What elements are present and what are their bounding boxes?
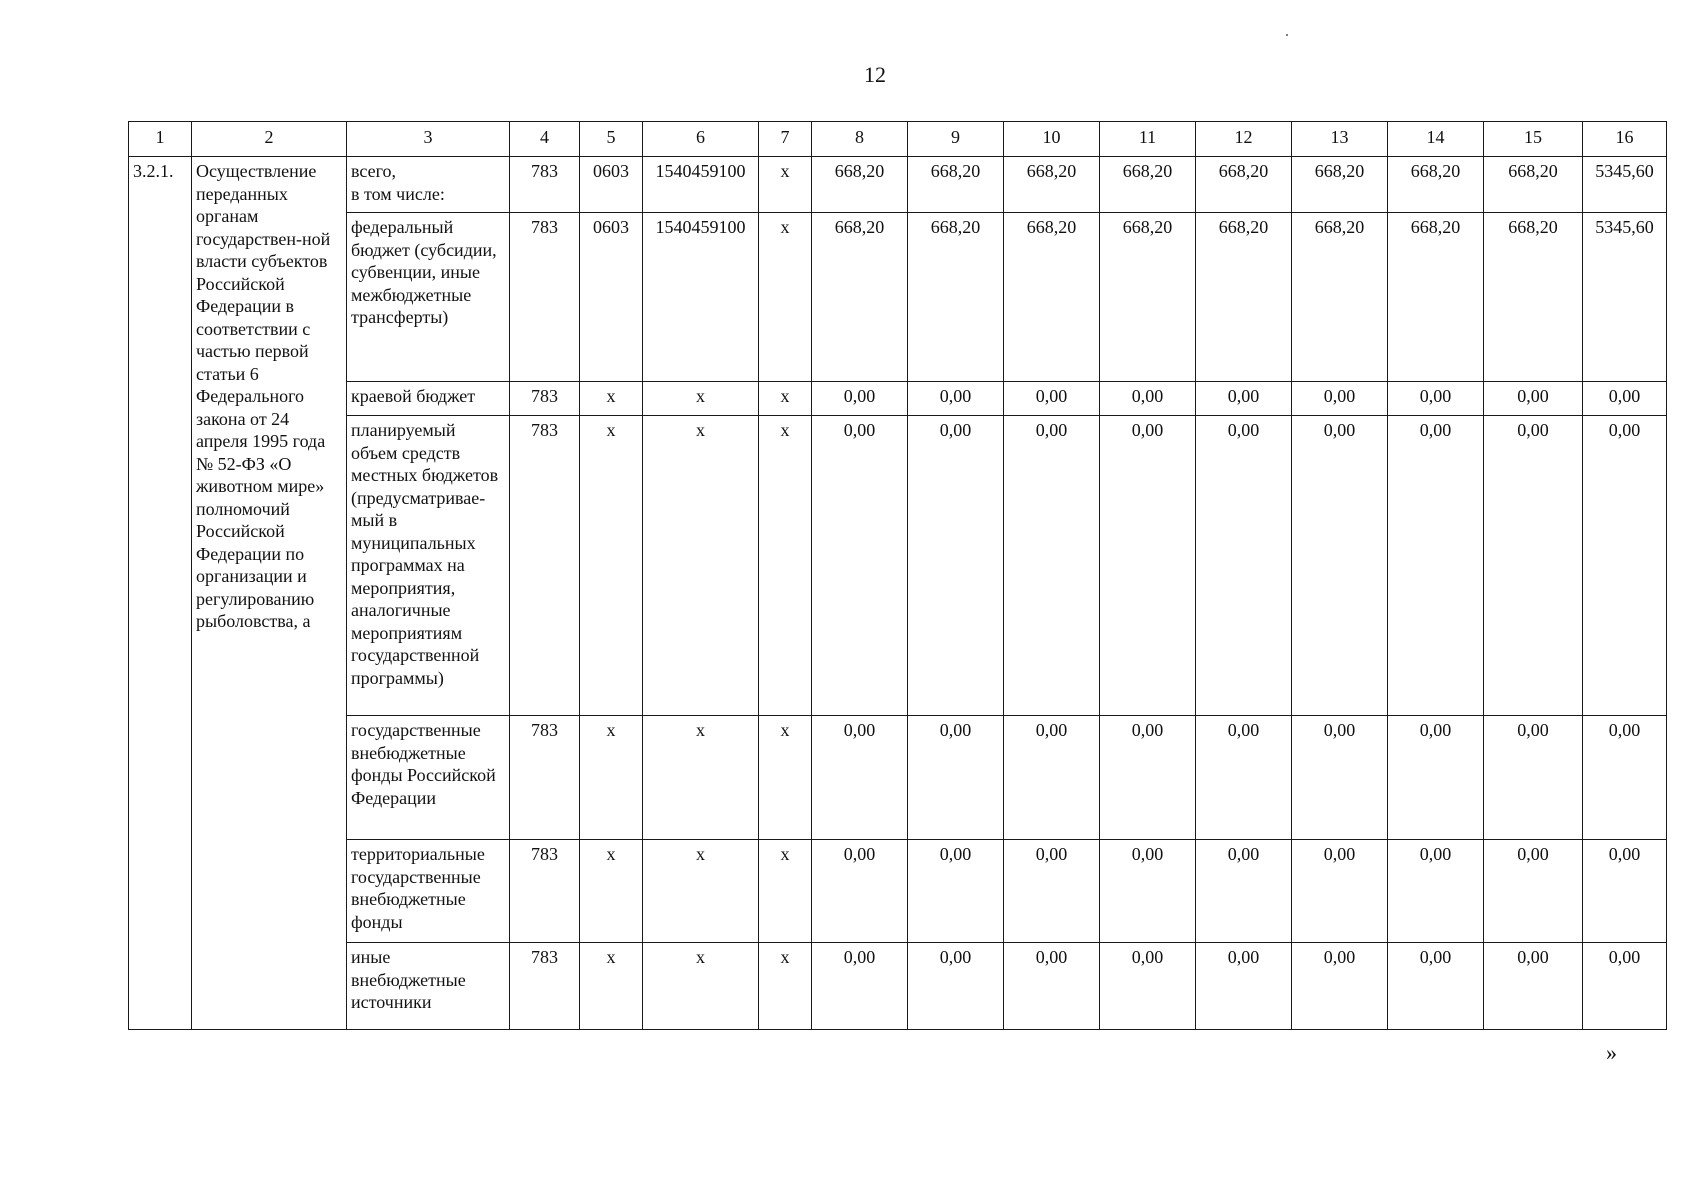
code-c5: x <box>580 840 643 943</box>
item-number: 3.2.1. <box>129 157 192 1030</box>
table-row <box>129 157 1667 213</box>
amount-col-10: 0,00 <box>1004 943 1100 1030</box>
funding-source: всего, в том числе: <box>347 157 510 213</box>
header-col-1: 1 <box>129 122 192 157</box>
amount-col-14: 0,00 <box>1388 716 1484 840</box>
amount-col-16: 0,00 <box>1583 382 1667 416</box>
amount-col-12: 0,00 <box>1196 382 1292 416</box>
amount-col-11: 0,00 <box>1100 716 1196 840</box>
code-c6: x <box>643 943 759 1030</box>
amount-col-15: 0,00 <box>1484 716 1583 840</box>
amount-col-9: 0,00 <box>908 382 1004 416</box>
amount-col-16: 0,00 <box>1583 416 1667 716</box>
code-c4: 783 <box>510 943 580 1030</box>
code-c6: 1540459100 <box>643 213 759 382</box>
budget-table <box>128 121 1667 1030</box>
table-row <box>129 943 1667 1030</box>
code-c5: x <box>580 943 643 1030</box>
amount-col-16: 5345,60 <box>1583 157 1667 213</box>
funding-source: планируемый объем средств местных бюджетов (предусматривае-мый в муниципальных программах на мероприятия, аналогичные мероприятиям государственной программы) <box>347 416 510 716</box>
amount-col-15: 0,00 <box>1484 840 1583 943</box>
funding-source: территориальные государственные внебюджетные фонды <box>347 840 510 943</box>
amount-col-16: 0,00 <box>1583 943 1667 1030</box>
code-c4: 783 <box>510 382 580 416</box>
code-c4: 783 <box>510 157 580 213</box>
funding-source: иные внебюджетные источники <box>347 943 510 1030</box>
amount-col-16: 0,00 <box>1583 716 1667 840</box>
code-c4: 783 <box>510 840 580 943</box>
amount-col-11: 668,20 <box>1100 213 1196 382</box>
code-c4: 783 <box>510 416 580 716</box>
amount-col-8: 0,00 <box>812 840 908 943</box>
funding-source: федеральный бюджет (субсидии, субвенции, иные межбюджетные трансферты) <box>347 213 510 382</box>
amount-col-13: 0,00 <box>1292 840 1388 943</box>
header-col-7: 7 <box>759 122 812 157</box>
amount-col-13: 668,20 <box>1292 213 1388 382</box>
closing-quote: » <box>1606 1040 1617 1065</box>
code-c5: x <box>580 716 643 840</box>
code-c5: x <box>580 416 643 716</box>
code-c7: x <box>759 716 812 840</box>
code-c5: 0603 <box>580 157 643 213</box>
amount-col-12: 668,20 <box>1196 157 1292 213</box>
table-body <box>129 157 1667 1030</box>
amount-col-12: 0,00 <box>1196 943 1292 1030</box>
amount-col-11: 0,00 <box>1100 382 1196 416</box>
amount-col-13: 0,00 <box>1292 716 1388 840</box>
amount-col-12: 668,20 <box>1196 213 1292 382</box>
amount-col-10: 0,00 <box>1004 840 1100 943</box>
amount-col-9: 0,00 <box>908 416 1004 716</box>
amount-col-15: 668,20 <box>1484 213 1583 382</box>
table-row <box>129 840 1667 943</box>
code-c7: x <box>759 382 812 416</box>
amount-col-9: 0,00 <box>908 943 1004 1030</box>
code-c6: x <box>643 716 759 840</box>
funding-source: государственные внебюджетные фонды Российской Федерации <box>347 716 510 840</box>
header-col-11: 11 <box>1100 122 1196 157</box>
amount-col-16: 0,00 <box>1583 840 1667 943</box>
amount-col-8: 0,00 <box>812 382 908 416</box>
amount-col-8: 668,20 <box>812 157 908 213</box>
header-col-15: 15 <box>1484 122 1583 157</box>
code-c5: 0603 <box>580 213 643 382</box>
code-c4: 783 <box>510 213 580 382</box>
code-c7: x <box>759 416 812 716</box>
amount-col-12: 0,00 <box>1196 716 1292 840</box>
amount-col-8: 0,00 <box>812 416 908 716</box>
code-c5: x <box>580 382 643 416</box>
amount-col-8: 0,00 <box>812 716 908 840</box>
amount-col-13: 0,00 <box>1292 382 1388 416</box>
code-c6: x <box>643 840 759 943</box>
amount-col-12: 0,00 <box>1196 416 1292 716</box>
amount-col-13: 0,00 <box>1292 416 1388 716</box>
table-row <box>129 382 1667 416</box>
scan-speck <box>1286 34 1288 36</box>
amount-col-8: 0,00 <box>812 943 908 1030</box>
code-c6: x <box>643 416 759 716</box>
amount-col-14: 668,20 <box>1388 157 1484 213</box>
table-row <box>129 416 1667 716</box>
amount-col-15: 668,20 <box>1484 157 1583 213</box>
amount-col-15: 0,00 <box>1484 416 1583 716</box>
code-c7: x <box>759 840 812 943</box>
amount-col-10: 0,00 <box>1004 716 1100 840</box>
amount-col-16: 5345,60 <box>1583 213 1667 382</box>
amount-col-9: 0,00 <box>908 716 1004 840</box>
code-c4: 783 <box>510 716 580 840</box>
amount-col-10: 668,20 <box>1004 157 1100 213</box>
amount-col-10: 0,00 <box>1004 416 1100 716</box>
amount-col-14: 0,00 <box>1388 840 1484 943</box>
header-col-10: 10 <box>1004 122 1100 157</box>
header-col-6: 6 <box>643 122 759 157</box>
table-row <box>129 716 1667 840</box>
funding-source: краевой бюджет <box>347 382 510 416</box>
header-col-8: 8 <box>812 122 908 157</box>
amount-col-10: 668,20 <box>1004 213 1100 382</box>
amount-col-13: 0,00 <box>1292 943 1388 1030</box>
amount-col-13: 668,20 <box>1292 157 1388 213</box>
header-col-12: 12 <box>1196 122 1292 157</box>
amount-col-14: 0,00 <box>1388 943 1484 1030</box>
code-c7: x <box>759 213 812 382</box>
amount-col-11: 668,20 <box>1100 157 1196 213</box>
header-col-14: 14 <box>1388 122 1484 157</box>
code-c7: x <box>759 943 812 1030</box>
code-c6: 1540459100 <box>643 157 759 213</box>
amount-col-9: 0,00 <box>908 840 1004 943</box>
header-col-2: 2 <box>192 122 347 157</box>
amount-col-14: 668,20 <box>1388 213 1484 382</box>
amount-col-9: 668,20 <box>908 213 1004 382</box>
amount-col-12: 0,00 <box>1196 840 1292 943</box>
amount-col-10: 0,00 <box>1004 382 1100 416</box>
code-c6: x <box>643 382 759 416</box>
page-number: 12 <box>864 62 886 87</box>
amount-col-15: 0,00 <box>1484 382 1583 416</box>
header-col-16: 16 <box>1583 122 1667 157</box>
amount-col-8: 668,20 <box>812 213 908 382</box>
amount-col-11: 0,00 <box>1100 416 1196 716</box>
amount-col-14: 0,00 <box>1388 416 1484 716</box>
header-col-4: 4 <box>510 122 580 157</box>
table-row <box>129 213 1667 382</box>
item-description: Осуществление переданных органам государствен-ной власти субъектов Российской Федерации в соответствии с частью первой статьи 6 Федерального закона от 24 апреля 1995 года № 52-ФЗ «О животном мире» полномочий Российской Федерации по организации и регулированию рыболовства, а <box>192 157 347 1030</box>
code-c7: x <box>759 157 812 213</box>
header-col-13: 13 <box>1292 122 1388 157</box>
header-col-9: 9 <box>908 122 1004 157</box>
amount-col-15: 0,00 <box>1484 943 1583 1030</box>
amount-col-11: 0,00 <box>1100 943 1196 1030</box>
amount-col-14: 0,00 <box>1388 382 1484 416</box>
header-row <box>129 122 1667 157</box>
header-col-5: 5 <box>580 122 643 157</box>
header-col-3: 3 <box>347 122 510 157</box>
amount-col-11: 0,00 <box>1100 840 1196 943</box>
amount-col-9: 668,20 <box>908 157 1004 213</box>
